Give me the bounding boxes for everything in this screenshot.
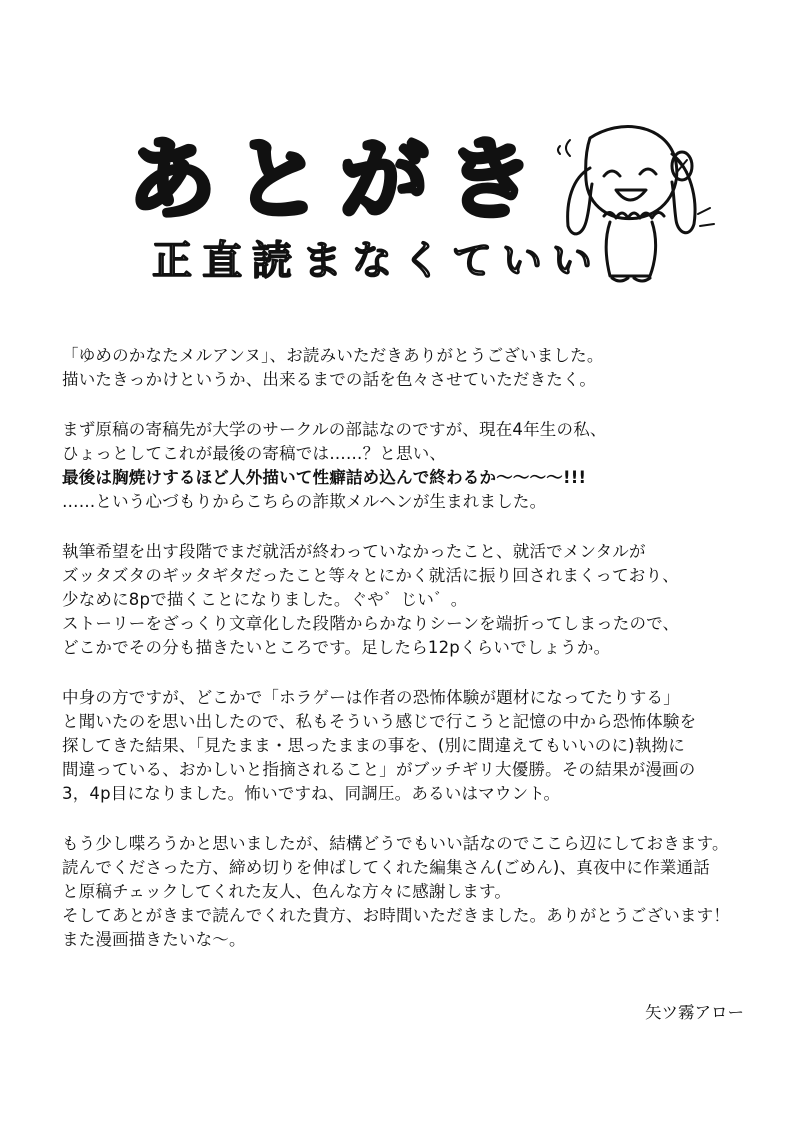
paragraph-3	[62, 540, 762, 660]
paragraph-1	[62, 344, 762, 392]
text-line: また漫画描きたいな～。	[62, 930, 246, 949]
text-line: ……という心づもりからこちらの詐欺メルヘンが生まれました。	[62, 492, 547, 511]
title-subheading: 正直読まなくていい	[152, 238, 602, 284]
text-line: と聞いたのを思い出したので、私もそういう感じで行こうと記憶の中から恐怖体験を	[62, 712, 697, 731]
text-line: と原稿チェックしてくれた友人、色んな方々に感謝します。	[62, 882, 512, 901]
text-line: 読んでくださった方、締め切りを伸ばしてくれた編集さん(ごめん)、真夜中に作業通話	[62, 858, 710, 877]
text-line: 少なめに8pで描くことになりました。ぐや゛じい゛。	[62, 590, 468, 609]
afterword-body	[62, 344, 762, 978]
text-line: 探してきた結果、「見たまま・思ったままの事を、(別に間違えてもいいのに)執拗に	[62, 736, 685, 755]
text-line: 執筆希望を出す段階でまだ就活が終わっていなかったこと、就活でメンタルが	[62, 542, 646, 561]
text-line: 間違っている、おかしいと指摘されること」がブッチギリ大優勝。その結果が漫画の	[62, 760, 696, 779]
text-line: 3，4p目になりました。怖いですね、同調圧。あるいはマウント。	[62, 784, 561, 803]
text-line: 中身の方ですが、どこかで「ホラゲーは作者の恐怖体験が題材になってたりする」	[62, 688, 680, 707]
text-line: まず原稿の寄稿先が大学のサークルの部誌なのですが、現在4年生の私、	[62, 420, 607, 439]
text-line: ズッタズタのギッタギタだったこと等々とにかく就活に振り回されまくっており、	[62, 566, 679, 585]
paragraph-4	[62, 686, 762, 806]
text-line: そしてあとがきまで読んでくれた貴方、お時間いただきました。ありがとうございます！	[62, 906, 730, 925]
text-line: 「ゆめのかなたメルアンヌ」、お読みいただきありがとうございました。	[62, 346, 604, 365]
text-line: ひょっとしてこれが最後の寄稿では……？と思い、	[62, 444, 447, 463]
text-line: ストーリーをざっくり文章化した段階からかなりシーンを端折ってしまったので、	[62, 614, 680, 633]
emphasized-text-line: 最後は胸焼けするほど人外描いて性癖詰め込んで終わるか～～～～!!!	[62, 468, 587, 487]
title-heading: あとがき	[128, 130, 553, 229]
paragraph-5	[62, 832, 762, 952]
text-line: もう少し喋ろうかと思いましたが、結構どうでもいい話なのでここら辺にしておきます。	[62, 834, 729, 853]
text-line: 描いたきっかけというか、出来るまでの話を色々させていただきたく。	[62, 370, 597, 389]
paragraph-2	[62, 418, 762, 514]
title-illustration	[120, 110, 720, 300]
author-signature: 矢ツ霧アロー	[645, 1003, 744, 1022]
text-line: どこかでその分も描きたいところです。足したら12pくらいでしょうか。	[62, 638, 611, 657]
